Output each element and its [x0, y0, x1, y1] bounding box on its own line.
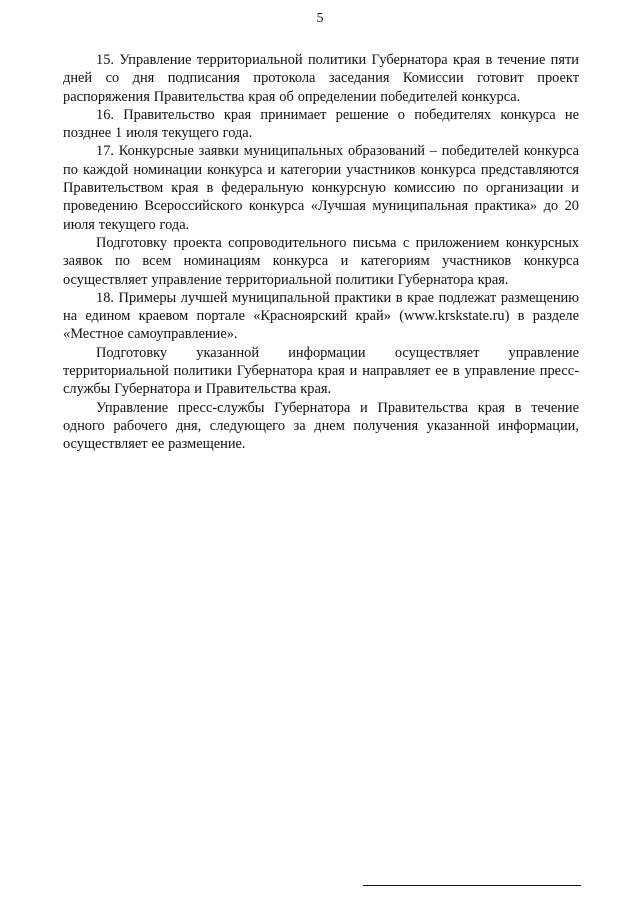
footer-rule: [363, 885, 581, 886]
paragraph-item-18: 18. Примеры лучшей муниципальной практики в крае подлежат размещению на едином краевом портале «Красноярский край» (www.krskstate.ru) в разделе «Местное самоуправление».: [63, 289, 579, 343]
paragraph-cover-letter: Подготовку проекта сопроводительного письма с приложением конкурсных заявок по всем номинациям конкурса и категориям участников конкурса осуществляет управление территориальной политики Губернатора края.: [63, 234, 579, 288]
paragraph-item-16: 16. Правительство края принимает решение о победителях конкурса не позднее 1 июля текущего года.: [63, 106, 579, 142]
paragraph-item-15: 15. Управление территориальной политики Губернатора края в течение пяти дней со дня подписания протокола заседания Комиссии готовит проект распоряжения Правительства края об определении победителей конкурса.: [63, 52, 579, 105]
document-body: [63, 51, 579, 454]
paragraph-item-17: 17. Конкурсные заявки муниципальных образований – победителей конкурса по каждой номинации конкурса и категории участников конкурса представляются Правительством края в федеральную конкурсную комиссию по организации и проведению Всероссийского конкурса «Лучшая муниципальная практика» до 20 июля текущего года.: [63, 143, 579, 233]
paragraph-press-service: Управление пресс-службы Губернатора и Правительства края в течение одного рабочего дня, следующего за днем получения указанной информации, осуществляет ее размещение.: [63, 399, 579, 453]
paragraph-info-preparation: Подготовку указанной информации осуществляет управление территориальной политики Губернатора края и направляет ее в управление пресс-службы Губернатора и Правительства края.: [63, 344, 579, 398]
page-number: 5: [316, 11, 324, 26]
